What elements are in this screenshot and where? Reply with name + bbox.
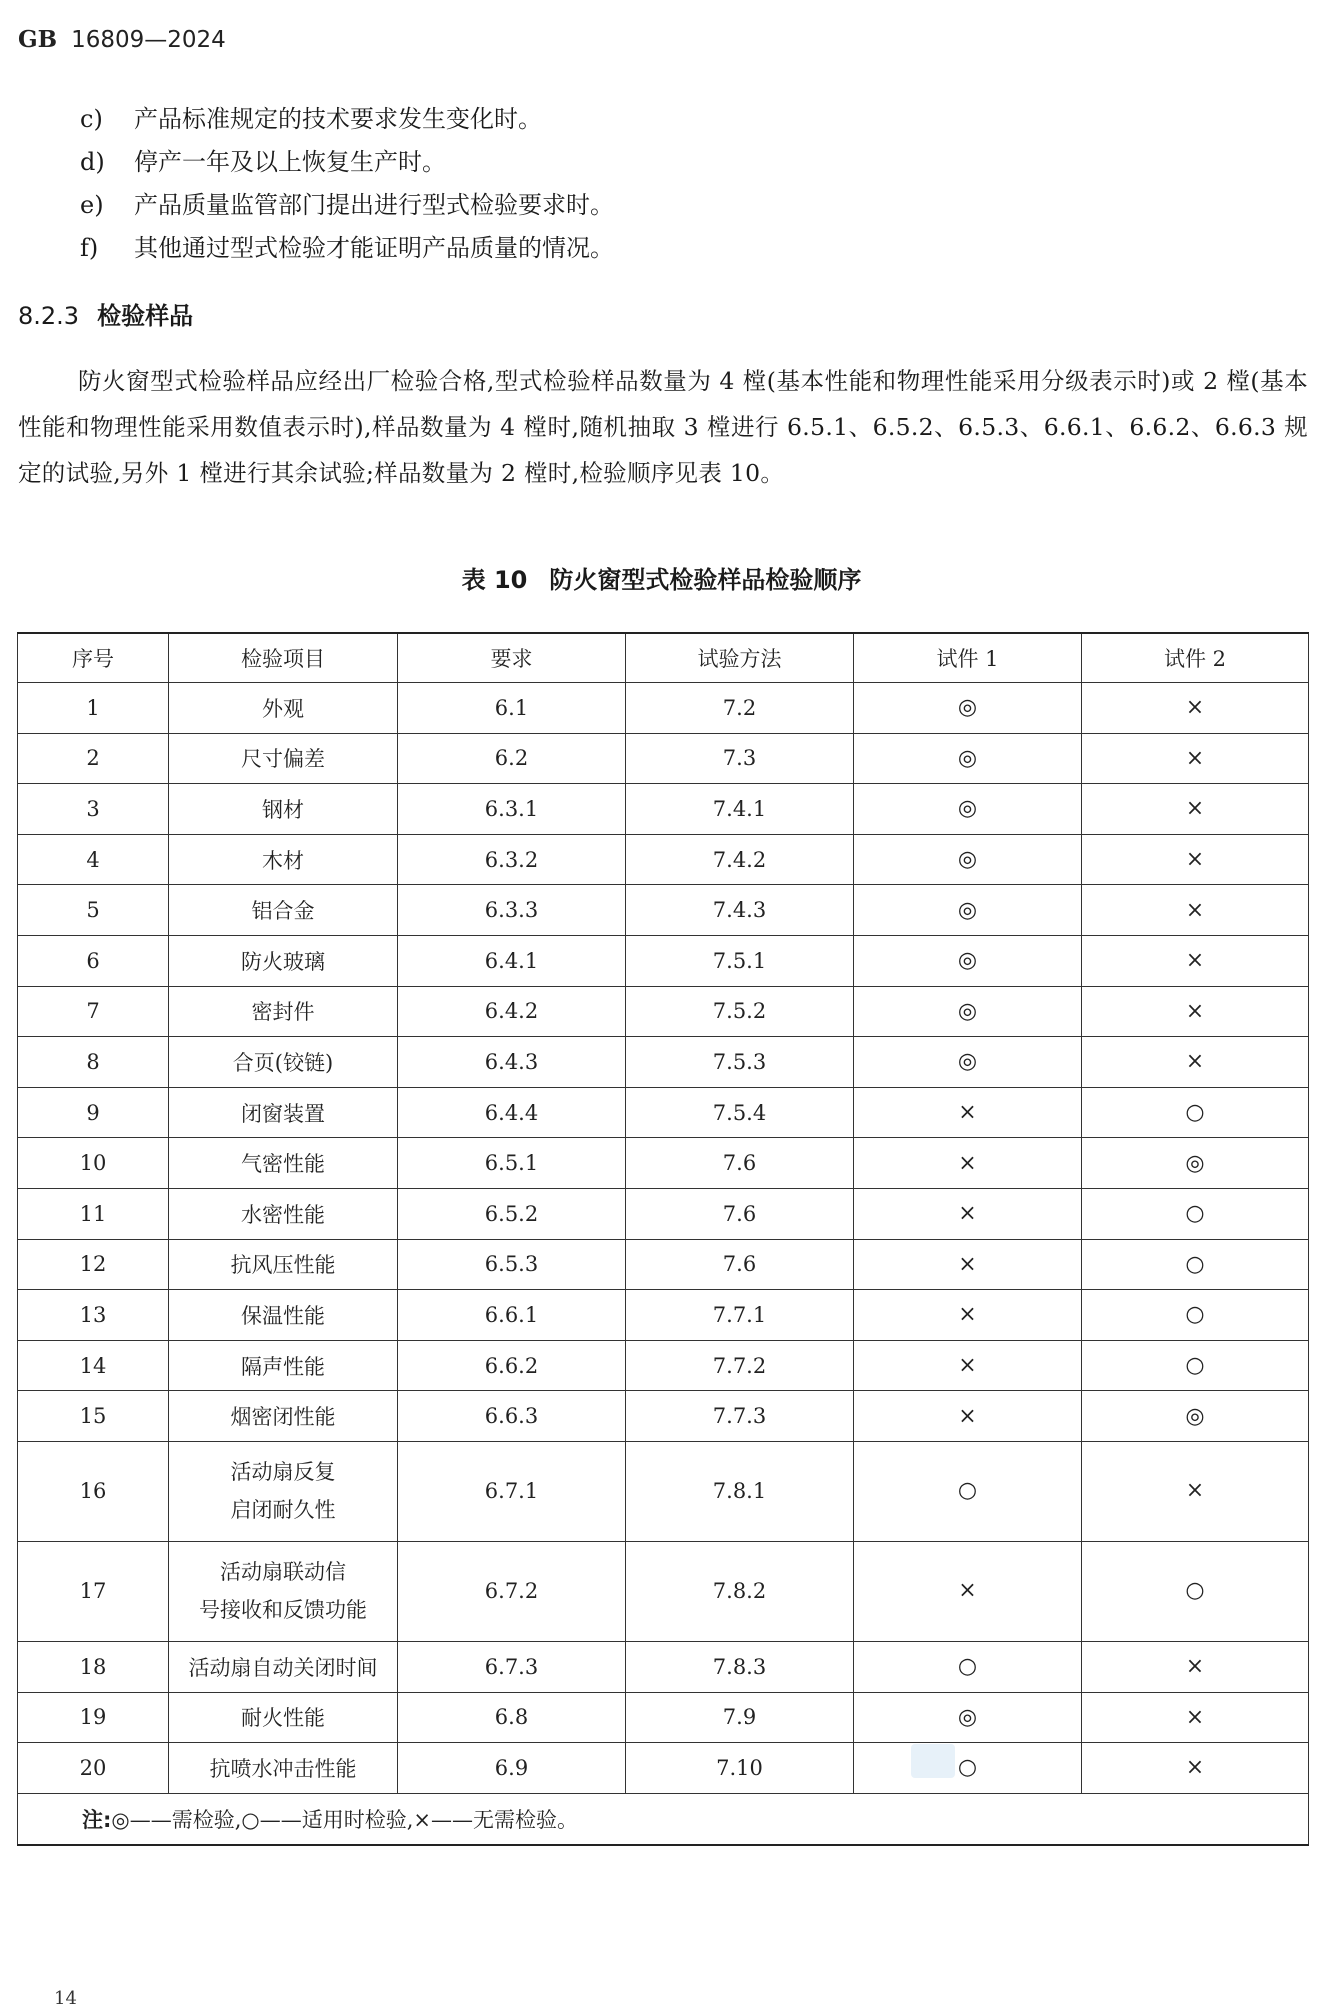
list-text: 产品标准规定的技术要求发生变化时。 <box>134 105 542 133</box>
table-row <box>18 733 1309 784</box>
item-cell: 活动扇反复 启闭耐久性 <box>169 1441 398 1541</box>
list-marker: d) <box>80 148 105 176</box>
table-row <box>18 986 1309 1037</box>
row-number-cell: 14 <box>18 1340 169 1391</box>
sample1-cell: ◎ <box>854 834 1082 885</box>
list-item <box>80 184 614 227</box>
method-cell: 7.2 <box>626 683 854 734</box>
row-number-cell: 12 <box>18 1239 169 1290</box>
item-cell: 合页(铰链) <box>169 1037 398 1088</box>
list-item <box>80 98 614 141</box>
list-text: 产品质量监管部门提出进行型式检验要求时。 <box>134 191 614 219</box>
page-number: 14 <box>54 1988 77 2009</box>
row-number-cell: 3 <box>18 784 169 835</box>
method-cell: 7.10 <box>626 1743 854 1794</box>
item-cell: 隔声性能 <box>169 1340 398 1391</box>
item-cell: 耐火性能 <box>169 1692 398 1743</box>
watermark-logo <box>911 1744 955 1778</box>
method-cell: 7.4.2 <box>626 834 854 885</box>
requirement-cell: 6.4.2 <box>398 986 626 1037</box>
sample2-cell: × <box>1082 1037 1309 1088</box>
method-cell: 7.7.2 <box>626 1340 854 1391</box>
requirement-cell: 6.4.1 <box>398 935 626 986</box>
sample2-cell: ○ <box>1082 1239 1309 1290</box>
method-cell: 7.7.1 <box>626 1290 854 1341</box>
table-title: 防火窗型式检验样品检验顺序 <box>549 566 862 594</box>
sample1-cell: ◎ <box>854 986 1082 1037</box>
item-cell: 活动扇联动信 号接收和反馈功能 <box>169 1541 398 1641</box>
requirement-cell: 6.2 <box>398 733 626 784</box>
list-item <box>80 141 614 184</box>
item-cell: 密封件 <box>169 986 398 1037</box>
row-number-cell: 8 <box>18 1037 169 1088</box>
item-cell: 抗喷水冲击性能 <box>169 1743 398 1794</box>
sample1-cell: ○ <box>854 1641 1082 1692</box>
requirement-cell: 6.6.2 <box>398 1340 626 1391</box>
item-cell: 防火玻璃 <box>169 935 398 986</box>
method-cell: 7.5.4 <box>626 1087 854 1138</box>
requirement-cell: 6.5.3 <box>398 1239 626 1290</box>
sample1-cell: × <box>854 1541 1082 1641</box>
sample2-cell: × <box>1082 1692 1309 1743</box>
requirement-cell: 6.5.2 <box>398 1188 626 1239</box>
table-note-row <box>18 1793 1309 1845</box>
sample2-cell: × <box>1082 834 1309 885</box>
row-number-cell: 20 <box>18 1743 169 1794</box>
row-number-cell: 7 <box>18 986 169 1037</box>
requirement-cell: 6.7.3 <box>398 1641 626 1692</box>
requirement-cell: 6.8 <box>398 1692 626 1743</box>
item-cell: 铝合金 <box>169 885 398 936</box>
sample1-cell: × <box>854 1391 1082 1442</box>
sample2-cell: × <box>1082 1441 1309 1541</box>
method-cell: 7.5.3 <box>626 1037 854 1088</box>
sample1-cell: ◎ <box>854 1692 1082 1743</box>
requirement-cell: 6.3.1 <box>398 784 626 835</box>
method-cell: 7.4.1 <box>626 784 854 835</box>
sample2-cell: ○ <box>1082 1290 1309 1341</box>
sample2-cell: × <box>1082 935 1309 986</box>
sample1-cell: × <box>854 1290 1082 1341</box>
table-row <box>18 1541 1309 1641</box>
method-cell: 7.8.2 <box>626 1541 854 1641</box>
table-caption <box>0 560 1323 595</box>
table-header-row <box>18 633 1309 683</box>
row-number-cell: 11 <box>18 1188 169 1239</box>
sample1-cell: × <box>854 1340 1082 1391</box>
row-number-cell: 6 <box>18 935 169 986</box>
row-number-cell: 15 <box>18 1391 169 1442</box>
row-number-cell: 9 <box>18 1087 169 1138</box>
requirement-cell: 6.4.3 <box>398 1037 626 1088</box>
table-row <box>18 935 1309 986</box>
list-marker: f) <box>80 234 99 262</box>
method-cell: 7.5.2 <box>626 986 854 1037</box>
note-label: 注: <box>82 1807 112 1832</box>
table-body <box>18 683 1309 1794</box>
method-cell: 7.8.1 <box>626 1441 854 1541</box>
section-heading <box>18 296 193 331</box>
table-row <box>18 1239 1309 1290</box>
method-cell: 7.7.3 <box>626 1391 854 1442</box>
requirement-cell: 6.3.3 <box>398 885 626 936</box>
method-cell: 7.8.3 <box>626 1641 854 1692</box>
sample2-cell: ○ <box>1082 1087 1309 1138</box>
row-number-cell: 5 <box>18 885 169 936</box>
requirement-cell: 6.1 <box>398 683 626 734</box>
list-item <box>80 227 614 270</box>
sample2-cell: ○ <box>1082 1340 1309 1391</box>
row-number-cell: 17 <box>18 1541 169 1641</box>
sample2-cell: ◎ <box>1082 1391 1309 1442</box>
table-row <box>18 1087 1309 1138</box>
table-row <box>18 834 1309 885</box>
standard-code: 16809—2024 <box>71 27 226 53</box>
table-row <box>18 784 1309 835</box>
requirement-cell: 6.7.2 <box>398 1541 626 1641</box>
section-number: 8.2.3 <box>18 302 80 330</box>
table-row <box>18 683 1309 734</box>
sample2-cell: ◎ <box>1082 1138 1309 1189</box>
sample2-cell: × <box>1082 885 1309 936</box>
row-number-cell: 16 <box>18 1441 169 1541</box>
header-cell: 要求 <box>398 633 626 683</box>
requirement-cell: 6.6.3 <box>398 1391 626 1442</box>
method-cell: 7.6 <box>626 1188 854 1239</box>
sample1-cell: ◎ <box>854 784 1082 835</box>
table-row <box>18 1188 1309 1239</box>
sample1-cell: × <box>854 1138 1082 1189</box>
method-cell: 7.4.3 <box>626 885 854 936</box>
document-header <box>18 26 226 53</box>
row-number-cell: 18 <box>18 1641 169 1692</box>
body-paragraph: 防火窗型式检验样品应经出厂检验合格,型式检验样品数量为 4 樘(基本性能和物理性能采用分级表示时)或 2 樘(基本性能和物理性能采用数值表示时),样品数量为 4 樘时,随机抽取 3 樘进行 6.5.1、6.5.2、6.5.3、6.6.1、6.6.2、6.6.3 规定的试验,另外 1 樘进行其余试验;样品数量为 2 樘时,检验顺序见表 10。 <box>18 367 1308 487</box>
item-cell: 钢材 <box>169 784 398 835</box>
header-cell: 试件 2 <box>1082 633 1309 683</box>
sample1-cell: ◎ <box>854 733 1082 784</box>
row-number-cell: 13 <box>18 1290 169 1341</box>
item-cell: 抗风压性能 <box>169 1239 398 1290</box>
requirement-cell: 6.3.2 <box>398 834 626 885</box>
table-row <box>18 885 1309 936</box>
sample1-cell: × <box>854 1087 1082 1138</box>
table-row <box>18 1743 1309 1794</box>
section-title: 检验样品 <box>97 302 194 330</box>
list-text: 其他通过型式检验才能证明产品质量的情况。 <box>134 234 614 262</box>
method-cell: 7.6 <box>626 1239 854 1290</box>
list-marker: c) <box>80 105 103 133</box>
list-marker: e) <box>80 191 104 219</box>
sample1-cell: ◎ <box>854 885 1082 936</box>
sample2-cell: ○ <box>1082 1188 1309 1239</box>
item-cell: 保温性能 <box>169 1290 398 1341</box>
row-number-cell: 1 <box>18 683 169 734</box>
table-row <box>18 1340 1309 1391</box>
row-number-cell: 4 <box>18 834 169 885</box>
method-cell: 7.6 <box>626 1138 854 1189</box>
method-cell: 7.5.1 <box>626 935 854 986</box>
sample2-cell: × <box>1082 733 1309 784</box>
sample2-cell: × <box>1082 1641 1309 1692</box>
sample2-cell: × <box>1082 1743 1309 1794</box>
table-row <box>18 1391 1309 1442</box>
header-cell: 检验项目 <box>169 633 398 683</box>
requirement-cell: 6.4.4 <box>398 1087 626 1138</box>
sample2-cell: ○ <box>1082 1541 1309 1641</box>
row-number-cell: 10 <box>18 1138 169 1189</box>
table-row <box>18 1138 1309 1189</box>
table-note <box>18 1793 1309 1845</box>
row-number-cell: 19 <box>18 1692 169 1743</box>
item-cell: 活动扇自动关闭时间 <box>169 1641 398 1692</box>
note-text: ◎——需检验,○——适用时检验,×——无需检验。 <box>111 1807 578 1832</box>
inspection-order-table <box>17 632 1309 1846</box>
condition-list <box>80 98 614 270</box>
header-cell: 试验方法 <box>626 633 854 683</box>
table-number: 表 10 <box>461 566 528 594</box>
sample2-cell: × <box>1082 683 1309 734</box>
item-cell: 木材 <box>169 834 398 885</box>
method-cell: 7.9 <box>626 1692 854 1743</box>
sample2-cell: × <box>1082 986 1309 1037</box>
requirement-cell: 6.5.1 <box>398 1138 626 1189</box>
table-row <box>18 1692 1309 1743</box>
sample1-cell: ◎ <box>854 1037 1082 1088</box>
table-row <box>18 1290 1309 1341</box>
sample1-cell: ◎ <box>854 683 1082 734</box>
item-cell: 外观 <box>169 683 398 734</box>
method-cell: 7.3 <box>626 733 854 784</box>
table-row <box>18 1441 1309 1541</box>
table-row <box>18 1641 1309 1692</box>
standard-prefix: GB <box>18 26 58 53</box>
requirement-cell: 6.9 <box>398 1743 626 1794</box>
item-cell: 气密性能 <box>169 1138 398 1189</box>
sample1-cell: ○ <box>854 1441 1082 1541</box>
sample1-cell: × <box>854 1239 1082 1290</box>
list-text: 停产一年及以上恢复生产时。 <box>134 148 446 176</box>
item-cell: 闭窗装置 <box>169 1087 398 1138</box>
sample1-cell: ◎ <box>854 935 1082 986</box>
table-row <box>18 1037 1309 1088</box>
sample1-cell: ○ <box>854 1743 1082 1794</box>
sample1-cell: × <box>854 1188 1082 1239</box>
requirement-cell: 6.7.1 <box>398 1441 626 1541</box>
header-cell: 试件 1 <box>854 633 1082 683</box>
row-number-cell: 2 <box>18 733 169 784</box>
item-cell: 水密性能 <box>169 1188 398 1239</box>
header-cell: 序号 <box>18 633 169 683</box>
item-cell: 尺寸偏差 <box>169 733 398 784</box>
item-cell: 烟密闭性能 <box>169 1391 398 1442</box>
requirement-cell: 6.6.1 <box>398 1290 626 1341</box>
sample2-cell: × <box>1082 784 1309 835</box>
